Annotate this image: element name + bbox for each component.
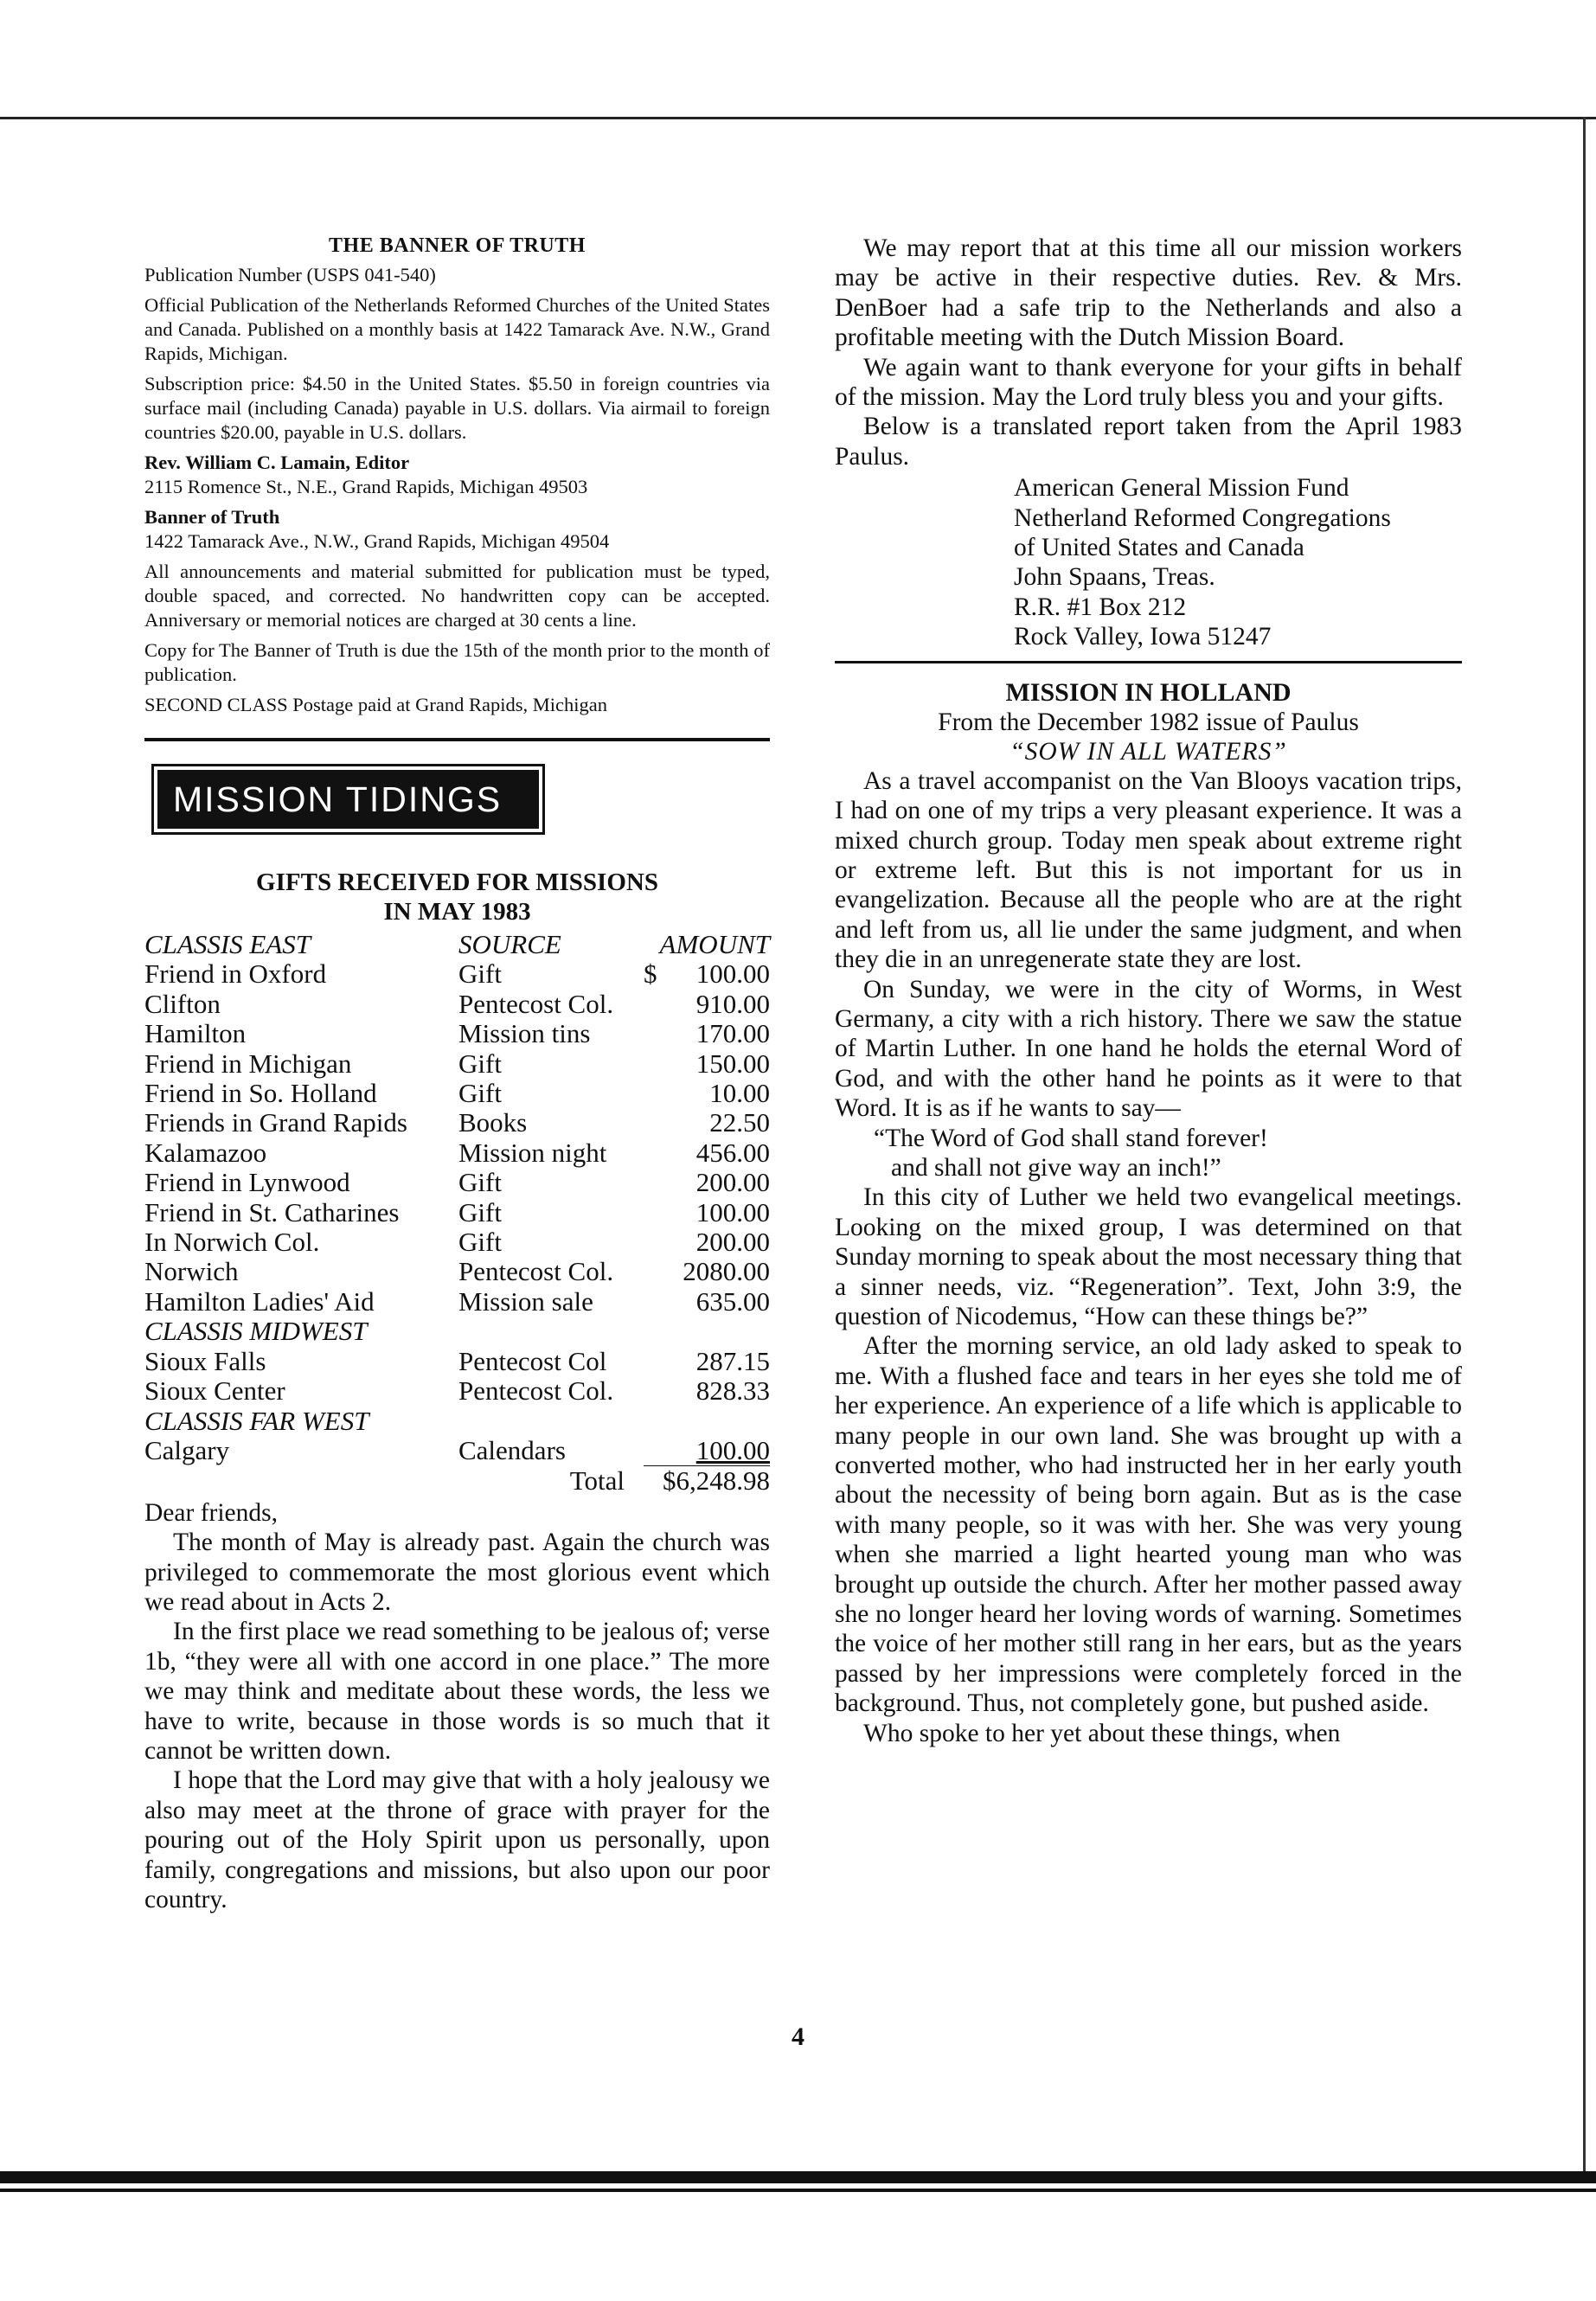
row-name: Sioux Falls bbox=[144, 1345, 266, 1376]
row-source: Books bbox=[458, 1107, 528, 1138]
table-row bbox=[144, 1108, 770, 1138]
left-column bbox=[144, 234, 770, 1914]
holland-heading: “SOW IN ALL WATERS” bbox=[1010, 737, 1287, 766]
letter-continued bbox=[835, 234, 1462, 471]
row-amount: 170.00 bbox=[695, 1018, 770, 1049]
letter-paragraph: I hope that the Lord may give that with a holy jealousy we also may meet at the throne of grace with prayer for the pouring out of the Holy Spirit upon us personally, upon family, congregations and missions, but also upon our poor country. bbox=[144, 1766, 770, 1913]
row-source: Pentecost Col bbox=[458, 1345, 607, 1376]
publication-number: Publication Number (USPS 041-540) bbox=[144, 264, 436, 285]
row-name: Norwich bbox=[144, 1256, 239, 1287]
table-row bbox=[144, 1019, 770, 1048]
row-source: Calendars bbox=[458, 1435, 566, 1466]
page-number: 4 bbox=[792, 2022, 804, 2051]
row-name: Clifton bbox=[144, 988, 221, 1019]
row-amount: 22.50 bbox=[709, 1107, 770, 1138]
row-amount: 2080.00 bbox=[683, 1256, 770, 1287]
address-line: John Spaans, Treas. bbox=[1014, 563, 1215, 592]
table-row bbox=[144, 1436, 770, 1466]
row-name: In Norwich Col. bbox=[144, 1227, 320, 1258]
section-divider bbox=[835, 661, 1462, 663]
editor-name: Rev. William C. Lamain, Editor bbox=[144, 452, 410, 473]
gifts-table bbox=[144, 930, 770, 1497]
row-source: Gift bbox=[458, 1167, 502, 1198]
row-amount: 200.00 bbox=[695, 1227, 770, 1258]
address-line: R.R. #1 Box 212 bbox=[1014, 593, 1187, 621]
luther-quote-line2: and shall not give way an inch!” bbox=[891, 1153, 1221, 1182]
row-amount: 200.00 bbox=[695, 1167, 770, 1198]
table-row bbox=[144, 1227, 770, 1257]
classis-farwest-row bbox=[144, 1407, 770, 1436]
row-name: Friend in So. Holland bbox=[144, 1078, 377, 1109]
total-label: Total bbox=[569, 1465, 625, 1497]
table-row bbox=[144, 959, 770, 989]
row-amount: 100.00 bbox=[695, 958, 770, 990]
masthead-title: THE BANNER OF TRUTH bbox=[329, 234, 586, 257]
article-paragraph: Who spoke to her yet about these things, when bbox=[863, 1719, 1341, 1747]
holland-title: MISSION IN HOLLAND bbox=[1005, 677, 1292, 707]
row-source: Mission tins bbox=[458, 1018, 591, 1049]
row-source: Gift bbox=[458, 1078, 502, 1109]
row-source: Gift bbox=[458, 1227, 502, 1258]
header-amount: AMOUNT bbox=[659, 929, 770, 959]
editor-address: 2115 Romence St., N.E., Grand Rapids, Michigan 49503 bbox=[144, 476, 588, 497]
row-name: Friend in Michigan bbox=[144, 1048, 352, 1079]
row-name: Friend in Lynwood bbox=[144, 1167, 350, 1198]
holland-article bbox=[835, 766, 1462, 1748]
table-row bbox=[144, 1138, 770, 1168]
classis-midwest-row bbox=[144, 1317, 770, 1346]
holland-subtitle: From the December 1982 issue of Paulus bbox=[938, 708, 1359, 736]
address-line: of United States and Canada bbox=[1014, 534, 1304, 562]
row-amount: 100.00 bbox=[695, 1196, 770, 1227]
row-source: Pentecost Col. bbox=[458, 1375, 614, 1407]
gifts-title-line1: GIFTS RECEIVED FOR MISSIONS bbox=[256, 868, 658, 896]
table-row bbox=[144, 1079, 770, 1108]
table-row bbox=[144, 1287, 770, 1317]
row-amount: 10.00 bbox=[709, 1078, 770, 1109]
row-source: Gift bbox=[458, 1196, 502, 1227]
mission-fund-address bbox=[1014, 473, 1462, 651]
table-row bbox=[144, 1376, 770, 1406]
row-name: Friends in Grand Rapids bbox=[144, 1107, 407, 1138]
article-paragraph: On Sunday, we were in the city of Worms, in West Germany, a city with a rich history. There we saw the statue of Martin Luther. In one hand he holds the eternal Word of God, and with the other hand he points as it were to that Word. It is as if he wants to say— bbox=[835, 975, 1462, 1123]
total-amount: $6,248.98 bbox=[644, 1466, 770, 1497]
article-paragraph: After the morning service, an old lady asked to speak to me. With a flushed face and tears in her eyes she told me of her experience. An experience of a life which is applicable to many people in our own land. She was brought up with a converted mother, who had instructed her in her early youth about the necessity of being born again. But as is the case with many people, so it was with her. She was very young when she married a light hearted young man who was brought up outside the church. After her mother passed away she no longer heard her loving words of warning. Sometimes the voice of her mother still rang in her ears, but as the years passed by her impressions were completely forced in the background. Thus, not completely gone, but pushed aside. bbox=[835, 1332, 1462, 1718]
gifts-header-row bbox=[144, 930, 770, 959]
row-source: Pentecost Col. bbox=[458, 988, 614, 1019]
letter-paragraph: The month of May is already past. Again the church was privileged to commemorate the most glorious event which we read about in Acts 2. bbox=[144, 1529, 770, 1616]
header-source: SOURCE bbox=[458, 929, 561, 959]
classis-midwest-heading: CLASSIS MIDWEST bbox=[144, 1316, 368, 1347]
total-row bbox=[144, 1466, 770, 1497]
postage-notice: SECOND CLASS Postage paid at Grand Rapids, Michigan bbox=[144, 694, 607, 715]
row-amount-cell bbox=[644, 1436, 770, 1466]
letter bbox=[144, 1498, 770, 1915]
mission-tidings-label: MISSION TIDINGS bbox=[157, 770, 539, 829]
row-amount: 287.15 bbox=[695, 1345, 770, 1376]
subscription-price: Subscription price: $4.50 in the United States. $5.50 in foreign countries via surface mail (including Canada) payable in U.S. dollars. Via airmail to foreign countries $20.00, payable in U.S. dollars. bbox=[144, 373, 770, 443]
classis-farwest-heading: CLASSIS FAR WEST bbox=[144, 1405, 369, 1436]
row-amount-cell bbox=[644, 959, 770, 989]
row-name: Kalamazoo bbox=[144, 1137, 267, 1168]
address-line: American General Mission Fund bbox=[1014, 474, 1349, 503]
table-row bbox=[144, 1257, 770, 1286]
header-classis-east: CLASSIS EAST bbox=[144, 929, 311, 959]
row-source: Pentecost Col. bbox=[458, 1256, 614, 1287]
table-row bbox=[144, 990, 770, 1019]
right-column bbox=[835, 234, 1462, 1748]
table-row bbox=[144, 1198, 770, 1227]
row-amount: 100.00 bbox=[695, 1434, 770, 1465]
luther-quote-line1: “The Word of God shall stand forever! bbox=[874, 1124, 1268, 1152]
row-source: Mission sale bbox=[458, 1285, 593, 1317]
official-publication: Official Publication of the Netherlands Reformed Churches of the United States and Canada. Published on a monthly basis at 1422 Tamarack Ave. N.W., Grand Rapids, Michigan. bbox=[144, 294, 770, 364]
table-row bbox=[144, 1347, 770, 1376]
row-name: Hamilton Ladies' Aid bbox=[144, 1285, 375, 1317]
gifts-title bbox=[144, 868, 770, 926]
row-name: Sioux Center bbox=[144, 1375, 285, 1407]
row-name: Calgary bbox=[144, 1435, 230, 1466]
row-name: Hamilton bbox=[144, 1018, 247, 1049]
letter-paragraph: Below is a translated report taken from the April 1983 Paulus. bbox=[835, 413, 1462, 471]
total-spacer bbox=[144, 1466, 458, 1497]
table-row bbox=[144, 1168, 770, 1197]
address-line: Rock Valley, Iowa 51247 bbox=[1014, 623, 1272, 651]
row-name: Friend in St. Catharines bbox=[144, 1196, 400, 1227]
bottom-edge-line bbox=[0, 2189, 1596, 2192]
currency-symbol: $ bbox=[644, 958, 657, 990]
top-edge-rule bbox=[0, 117, 1596, 119]
bottom-edge-band bbox=[0, 2171, 1596, 2183]
address-line: Netherland Reformed Congregations bbox=[1014, 503, 1391, 532]
letter-paragraph: We may report that at this time all our mission workers may be active in their respective duties. Rev. & Mrs. DenBoer had a safe trip to the Netherlands and also a profitable meeting with the Dutch Mission Board. bbox=[835, 234, 1462, 352]
letter-paragraph: We again want to thank everyone for your gifts in behalf of the mission. May the Lord truly bless you and your gifts. bbox=[835, 353, 1462, 412]
gifts-title-line2: IN MAY 1983 bbox=[383, 898, 531, 926]
masthead bbox=[144, 234, 770, 717]
right-edge-rule bbox=[1583, 117, 1586, 2171]
row-amount: 150.00 bbox=[695, 1048, 770, 1079]
copy-due-notice: Copy for The Banner of Truth is due the 15th of the month prior to the month of publication. bbox=[144, 639, 770, 685]
article-paragraph: In this city of Luther we held two evangelical meetings. Looking on the mixed group, I was determined on that Sunday morning to speak about the most necessary thing that a sinner needs, viz. “Regeneration”. Text, John 3:9, the question of Nicodemus, “How can these things be?” bbox=[835, 1183, 1462, 1330]
row-amount: 635.00 bbox=[695, 1285, 770, 1317]
banner-name: Banner of Truth bbox=[144, 506, 280, 528]
row-amount: 456.00 bbox=[695, 1137, 770, 1168]
row-source: Mission night bbox=[458, 1137, 607, 1168]
row-amount: 828.33 bbox=[695, 1375, 770, 1407]
salutation: Dear friends, bbox=[144, 1498, 278, 1527]
mission-tidings-banner bbox=[151, 764, 545, 835]
row-source: Gift bbox=[458, 1048, 502, 1079]
row-amount: 910.00 bbox=[695, 988, 770, 1019]
announcements-notice: All announcements and material submitted for publication must be typed, double spaced, and corrected. No handwritten copy can be accepted. Anniversary or memorial notices are charged at 30 cents a line. bbox=[144, 561, 770, 631]
row-source: Gift bbox=[458, 958, 502, 990]
letter-paragraph: In the first place we read something to be jealous of; verse 1b, “they were all with one accord in one place.” The more we may think and meditate about these words, the less we have to write, because in those words is so much that it cannot be written down. bbox=[144, 1618, 770, 1765]
table-row bbox=[144, 1049, 770, 1079]
masthead-divider bbox=[144, 738, 770, 741]
row-name: Friend in Oxford bbox=[144, 958, 327, 990]
banner-address: 1422 Tamarack Ave., N.W., Grand Rapids, Michigan 49504 bbox=[144, 530, 610, 552]
article-paragraph: As a travel accompanist on the Van Blooys vacation trips, I had on one of my trips a very pleasant experience. It was a mixed church group. Today men speak about extreme right or extreme left. But this is not important for us in evangelization. Because all the people who are at the right and left from us, all lie under the same judgment, and when they die in an unregenerate state they are lost. bbox=[835, 766, 1462, 974]
